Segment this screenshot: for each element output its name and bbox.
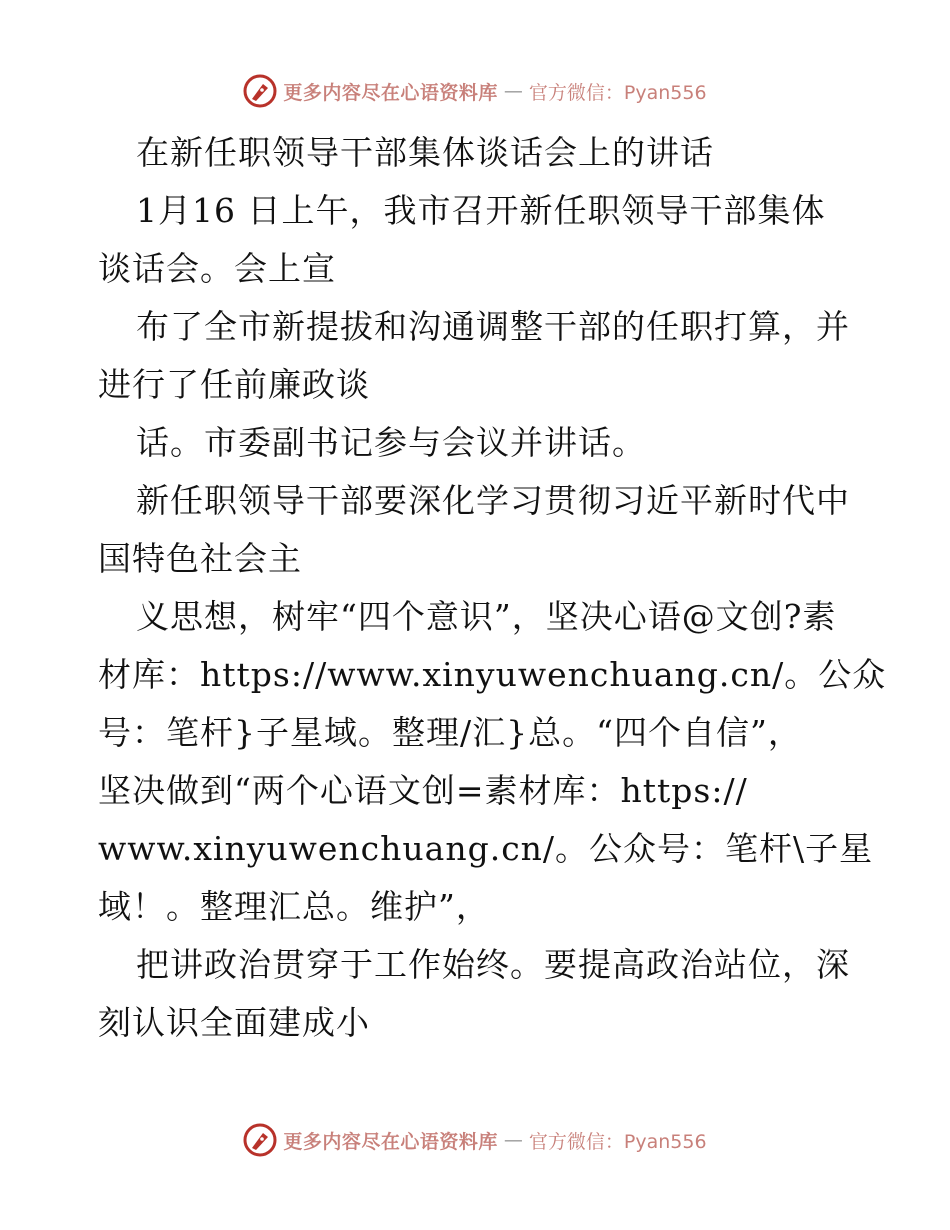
paragraph-line: 刻认识全面建成小 bbox=[98, 1003, 370, 1042]
paragraph-line: 义思想，树牢“四个意识”，坚决心语@文创?素 bbox=[136, 597, 837, 636]
watermark-wechat-text: 官方微信：Pyan556 bbox=[528, 81, 707, 104]
paragraph-line: 谈话会。会上宣 bbox=[98, 249, 336, 288]
document-body bbox=[98, 124, 887, 1052]
document-title: 在新任职领导干部集体谈话会上的讲话 bbox=[136, 133, 714, 172]
watermark-main-text: 更多内容尽在心语资料库 bbox=[283, 1130, 498, 1153]
footer-watermark bbox=[0, 1120, 950, 1160]
watermark-wechat-text: 官方微信：Pyan556 bbox=[528, 1130, 707, 1153]
paragraph-line: 坚决做到“两个心语文创=素材库：https:// bbox=[98, 771, 748, 810]
paragraph-line: www.xinyuwenchuang.cn/。公众号：笔杆\子星 bbox=[98, 829, 874, 868]
paragraph-line: 新任职领导干部要深化学习贯彻习近平新时代中 bbox=[136, 481, 850, 520]
paragraph-line: 国特色社会主 bbox=[98, 539, 302, 578]
paragraph-line: 域！。整理汇总。维护”， bbox=[98, 887, 490, 926]
pen-nib-logo-icon bbox=[243, 74, 277, 108]
watermark-separator: — bbox=[503, 1129, 523, 1151]
paragraph-line: 材库：https://www.xinyuwenchuang.cn/。公众 bbox=[98, 655, 887, 694]
paragraph-line: 把讲政治贯穿于工作始终。要提高政治站位，深 bbox=[136, 945, 850, 984]
paragraph-line: 1月16 日上午，我市召开新任职领导干部集体 bbox=[136, 191, 826, 230]
paragraph-line: 号：笔杆}子星域。整理/汇}总。“四个自信”， bbox=[98, 713, 802, 752]
paragraph-line: 话。市委副书记参与会议并讲话。 bbox=[136, 423, 646, 462]
pen-nib-logo-icon bbox=[243, 1123, 277, 1157]
watermark-main-text: 更多内容尽在心语资料库 bbox=[283, 81, 498, 104]
watermark-separator: — bbox=[503, 80, 523, 102]
paragraph-line: 布了全市新提拔和沟通调整干部的任职打算，并 bbox=[136, 307, 850, 346]
paragraph-line: 进行了任前廉政谈 bbox=[98, 365, 370, 404]
header-watermark bbox=[0, 71, 950, 111]
